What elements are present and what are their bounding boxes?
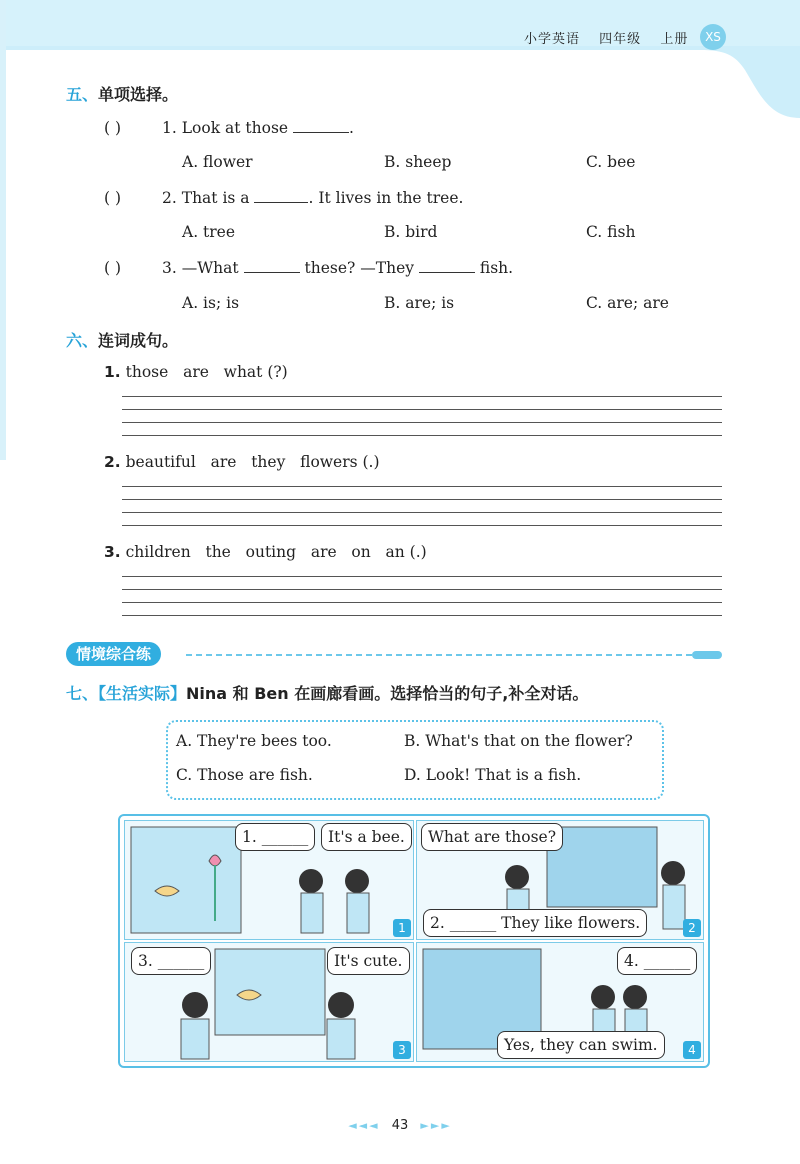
comic-panel-4	[416, 942, 704, 1062]
section6-heading	[66, 328, 178, 351]
panel2-speech-bubble-bottom[interactable]: 2. ______ They like flowers.	[423, 909, 647, 937]
fill-blank[interactable]	[254, 188, 308, 203]
q2-option-b[interactable]: B. bird	[384, 223, 438, 241]
item-number: 3.	[104, 543, 121, 561]
choice-a[interactable]: A. They're bees too.	[176, 732, 332, 750]
question-text: That is a	[181, 189, 250, 207]
q1-option-b[interactable]: B. sheep	[384, 153, 452, 171]
xs-badge: XS	[700, 24, 726, 50]
section5-number: 五、	[66, 85, 99, 104]
section6-number: 六、	[66, 331, 99, 350]
scrambled-words: beautiful are they flowers (.)	[125, 453, 380, 471]
answer-paren[interactable]: ( )	[104, 119, 122, 137]
section5-title: 单项选择。	[98, 85, 179, 104]
question-2	[104, 188, 463, 207]
right-arrows-icon: ►►►	[420, 1119, 452, 1132]
answer-paren[interactable]: ( )	[104, 259, 122, 277]
page-footer	[0, 1118, 800, 1133]
section7-heading	[66, 681, 588, 704]
comic-panel-3	[124, 942, 414, 1062]
left-arrows-icon: ◄◄◄	[348, 1119, 380, 1132]
choice-b[interactable]: B. What's that on the flower?	[404, 732, 633, 750]
question-1	[104, 118, 354, 137]
q2-option-a[interactable]: A. tree	[182, 223, 236, 241]
section7-instruction: Nina 和 Ben 在画廊看画。选择恰当的句子,补全对话。	[186, 684, 589, 703]
question-text-end: . It lives in the tree.	[308, 189, 464, 207]
scramble-item-2	[104, 453, 380, 471]
scramble-item-1	[104, 363, 288, 381]
divider-end-cap	[692, 651, 722, 659]
q1-option-a[interactable]: A. flower	[182, 153, 253, 171]
question-text: —What	[181, 259, 239, 277]
q3-option-c[interactable]: C. are; are	[586, 294, 669, 312]
panel-number: 2	[683, 919, 701, 937]
section7-number: 七、	[66, 684, 99, 703]
question-text-end: .	[349, 119, 354, 137]
section7-tag: 【生活实际】	[98, 684, 187, 703]
dashed-divider	[186, 654, 692, 656]
question-text-mid: these? —They	[304, 259, 414, 277]
panel4-blank-bubble[interactable]: 4. ______	[617, 947, 697, 975]
book-info	[524, 28, 702, 47]
comic-panel-1	[124, 820, 414, 940]
answer-paren[interactable]: ( )	[104, 189, 122, 207]
choice-box	[166, 720, 664, 800]
panel1-blank-bubble[interactable]: 1. ______	[235, 823, 315, 851]
q3-option-a[interactable]: A. is; is	[182, 294, 240, 312]
fill-blank[interactable]	[293, 118, 349, 133]
volume-label: 上册	[660, 32, 689, 47]
panel3-blank-bubble[interactable]: 3. ______	[131, 947, 211, 975]
scrambled-words: children the outing are on an (.)	[125, 543, 427, 561]
comic-panel-2	[416, 820, 704, 940]
choice-c[interactable]: C. Those are fish.	[176, 766, 313, 784]
panel2-speech-bubble-top: What are those?	[421, 823, 563, 851]
left-margin-tint	[0, 0, 6, 460]
scramble-item-3	[104, 543, 427, 561]
question-number: 1.	[162, 119, 177, 137]
panel-number: 3	[393, 1041, 411, 1059]
panel3-speech-bubble: It's cute.	[327, 947, 410, 975]
choice-d[interactable]: D. Look! That is a fish.	[404, 766, 582, 784]
q3-option-b[interactable]: B. are; is	[384, 294, 455, 312]
question-text-end: fish.	[479, 259, 514, 277]
question-text: Look at those	[181, 119, 289, 137]
q1-option-c[interactable]: C. bee	[586, 153, 636, 171]
page-number: 43	[391, 1118, 409, 1133]
comic-strip	[118, 814, 710, 1068]
section6-title: 连词成句。	[98, 331, 179, 350]
question-number: 3.	[162, 259, 177, 277]
item-number: 2.	[104, 453, 121, 471]
panel-number: 4	[683, 1041, 701, 1059]
grade-label: 四年级	[599, 32, 642, 47]
panel-number: 1	[393, 919, 411, 937]
scrambled-words: those are what (?)	[125, 363, 288, 381]
fill-blank[interactable]	[244, 258, 300, 273]
question-3	[104, 258, 513, 277]
practice-tag: 情境综合练	[66, 642, 161, 666]
section5-heading	[66, 82, 178, 105]
question-number: 2.	[162, 189, 177, 207]
panel4-speech-bubble: Yes, they can swim.	[497, 1031, 665, 1059]
subject-label: 小学英语	[524, 32, 581, 47]
fill-blank[interactable]	[419, 258, 475, 273]
item-number: 1.	[104, 363, 121, 381]
q2-option-c[interactable]: C. fish	[586, 223, 636, 241]
panel1-speech-bubble: It's a bee.	[321, 823, 412, 851]
